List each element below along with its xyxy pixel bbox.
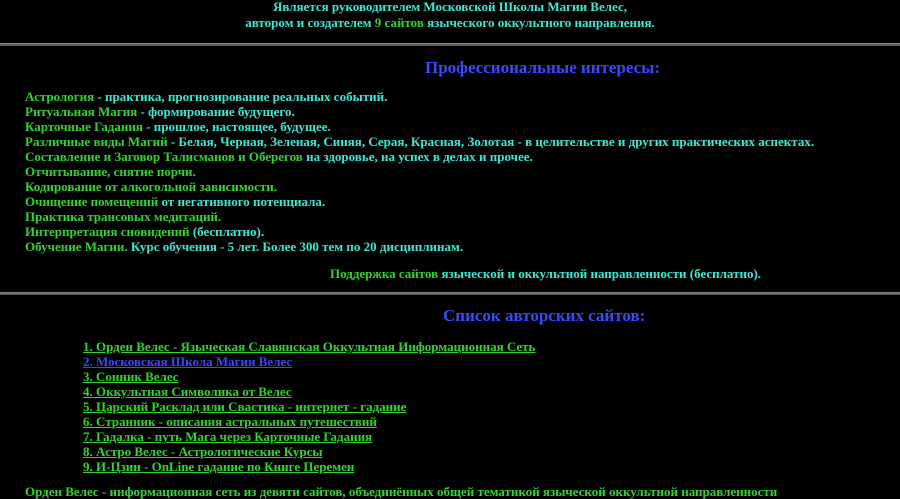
interest-desc: (бесплатно). <box>189 224 265 239</box>
site-link-gadalka[interactable]: 7. Гадалка - путь Мага через Карточные Гадания <box>83 429 373 444</box>
interest-term: Интерпретация сновидений <box>25 224 190 239</box>
support-line <box>330 266 761 281</box>
divider-2 <box>0 292 900 295</box>
interest-term: Очищение помещений <box>25 194 159 209</box>
interest-item <box>25 149 814 164</box>
interest-item <box>25 164 814 179</box>
intro-line-1: Является руководителем Московской Школы Магии Велес, <box>272 0 627 14</box>
interest-item <box>25 239 814 254</box>
intro-line2-pre: автором и создателем <box>245 15 375 30</box>
interest-desc: - формирование будущего. <box>137 104 295 119</box>
interest-term: Кодирование от алкогольной зависимости. <box>25 179 277 194</box>
interest-item <box>25 194 814 209</box>
site-link-sonnik[interactable]: 3. Сонник Велес <box>83 369 179 384</box>
interest-item <box>25 209 814 224</box>
interest-desc: Курс обучения - 5 лет. Более 300 тем по 20 дисциплинам. <box>127 239 464 254</box>
intro-line-2 <box>0 15 900 30</box>
interest-item <box>25 104 814 119</box>
support-term: Поддержка сайтов <box>330 266 439 281</box>
sites-count: 9 сайтов <box>374 15 424 30</box>
interest-term: Карточные Гадания <box>25 119 143 134</box>
site-link-tsarsky-rasklad[interactable]: 5. Царский Расклад или Свастика - интернет - гадание <box>83 399 407 414</box>
site-link-symbolics[interactable]: 4. Оккультная Символика от Велес <box>83 384 292 399</box>
site-link-orden-veles[interactable]: 1. Орден Велес - Языческая Славянская Оккультная Информационная Сеть <box>83 339 536 354</box>
site-link-moscow-school[interactable]: 2. Московская Школа Магии Велес <box>83 354 293 369</box>
interest-desc: на здоровье, на успех в делах и прочее. <box>302 149 533 164</box>
interest-desc: - Белая, Черная, Зеленая, Синяя, Серая, Красная, Золотая - в целительстве и других практических аспектах. <box>167 134 815 149</box>
interest-term: Ритуальная Магия <box>25 104 138 119</box>
bottom-text: Орден Велес - информационная сеть из девяти сайтов, объединённых общей тематикой языческой оккультной направленности <box>25 484 778 499</box>
interests-list <box>25 89 814 254</box>
site-link-astro-veles[interactable]: 8. Астро Велес - Астрологические Курсы <box>83 444 323 459</box>
interest-item <box>25 119 814 134</box>
sites-heading: Список авторских сайтов: <box>443 306 646 325</box>
intro-line2-post: языческого оккультного направления. <box>423 15 655 30</box>
divider-1 <box>0 43 900 46</box>
site-link-i-ching[interactable]: 9. И-Цзин - OnLine гадание по Книге Перемен <box>83 459 355 474</box>
interest-term: Практика трансовых медитаций. <box>25 209 222 224</box>
interest-term: Различные виды Магий <box>25 134 168 149</box>
interest-item <box>25 89 814 104</box>
interest-item <box>25 134 814 149</box>
interest-desc: - прошлое, настоящее, будущее. <box>142 119 331 134</box>
interest-item <box>25 224 814 239</box>
interest-term: Отчитывание, снятие порчи. <box>25 164 196 179</box>
sites-list <box>83 339 535 474</box>
interest-desc: - практика, прогнозирование реальных событий. <box>94 89 388 104</box>
interest-term: Астрология <box>25 89 95 104</box>
interest-term: Обучение Магии. <box>25 239 128 254</box>
interests-heading: Профессиональные интересы: <box>425 58 661 77</box>
site-link-strannik[interactable]: 6. Странник - описания астральных путешествий <box>83 414 377 429</box>
support-desc: языческой и оккультной направленности (бесплатно). <box>438 266 762 281</box>
interest-term: Составление и Заговор Талисманов и Оберегов <box>25 149 303 164</box>
interest-item <box>25 179 814 194</box>
interest-desc: от негативного потенциала. <box>158 194 326 209</box>
